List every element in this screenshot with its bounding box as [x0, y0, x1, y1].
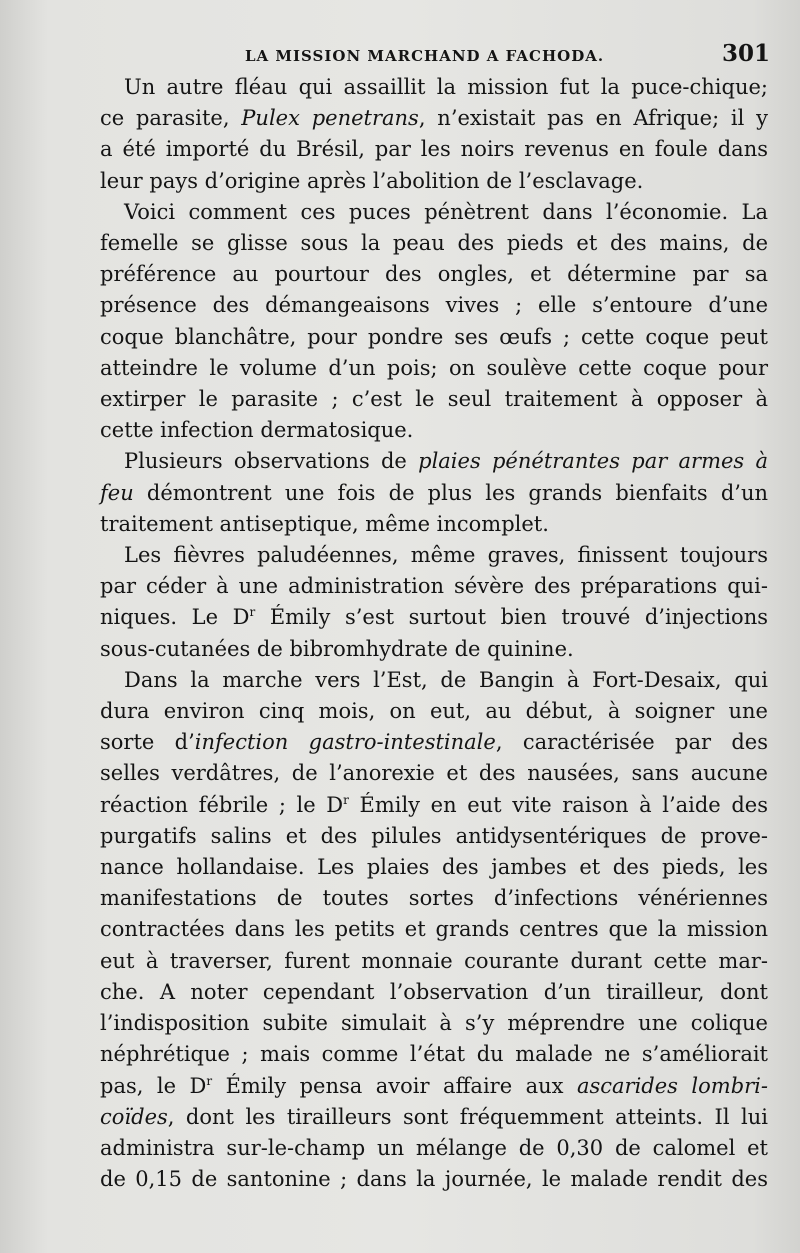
paragraph	[100, 72, 768, 197]
page-number: 301	[721, 40, 770, 67]
text-segment: par céder à une administration sévère des préparations qui-	[100, 574, 768, 599]
text-line	[100, 727, 768, 758]
page-header	[245, 40, 770, 67]
text-segment: leur pays d’origine après l’abolition de l’esclavage.	[100, 168, 644, 193]
text-segment: , n’existait pas en Afrique; il y	[418, 106, 768, 131]
text-segment: purgatifs salins et des pilules antidysentériques de prove-	[100, 823, 768, 848]
text-segment: che. A noter cependant l’observation d’un tirailleur, dont	[100, 979, 768, 1004]
text-line	[100, 384, 768, 415]
text-line	[100, 977, 768, 1008]
text-segment: Un autre fléau qui assaillit la mission fut la puce-chique;	[124, 75, 768, 99]
text-segment: démontrent une fois de plus les grands bienfaits d’un	[133, 480, 768, 505]
text-segment: pas, le D	[100, 1073, 207, 1098]
text-segment: Voici comment ces puces pénètrent dans l’économie. La	[124, 199, 768, 224]
italic-text: plaies pénétrantes par armes à	[418, 449, 768, 474]
paragraph	[100, 540, 768, 665]
text-line	[100, 1039, 768, 1070]
text-segment: , dont les tirailleurs sont fréquemment atteints. Il lui	[167, 1104, 768, 1129]
italic-text: coïdes	[100, 1104, 168, 1129]
text-segment: traitement antiseptique, même incomplet.	[100, 511, 549, 536]
superscript: r	[343, 792, 349, 807]
text-segment: femelle se glisse sous la peau des pieds et des mains, de	[100, 231, 768, 256]
text-segment: de 0,15 de santonine ; dans la journée, le malade rendit des	[100, 1167, 768, 1192]
text-segment: l’indisposition subite simulait à s’y méprendre une colique	[100, 1011, 768, 1036]
text-segment: extirper le parasite ; c’est le seul traitement à opposer à	[100, 387, 768, 412]
paragraph	[100, 197, 768, 447]
text-segment: contractées dans les petits et grands centres que la mission	[100, 917, 768, 942]
running-title: LA MISSION MARCHAND A FACHODA.	[245, 47, 605, 65]
superscript: r	[249, 605, 256, 620]
text-segment: Émily pensa avoir affaire aux	[212, 1073, 577, 1098]
text-line	[100, 1164, 768, 1195]
body-text	[100, 72, 768, 1195]
text-segment: a été importé du Brésil, par les noirs revenus en foule dans	[100, 137, 768, 162]
text-line	[100, 821, 768, 852]
text-line	[100, 1008, 768, 1039]
text-segment: sous-cutanées de bibromhydrate de quinine.	[100, 636, 574, 661]
text-segment: coque blanchâtre, pour pondre ses œufs ; cette coque peut	[100, 324, 768, 349]
italic-text: infection gastro-intestinale	[194, 730, 496, 755]
text-line	[100, 259, 768, 290]
italic-text: Pulex penetrans	[241, 106, 419, 131]
text-line	[100, 790, 768, 821]
paragraph	[100, 665, 768, 1195]
text-segment: cette infection dermatosique.	[100, 418, 414, 443]
text-segment: préférence au pourtour des ongles, et détermine par sa	[100, 262, 768, 287]
text-line	[100, 1102, 768, 1133]
text-line	[100, 571, 768, 602]
text-segment: ce parasite,	[100, 106, 242, 131]
text-line	[100, 914, 768, 945]
text-segment: , caractérisée par des	[495, 730, 768, 755]
text-segment: réaction fébrile ; le D	[100, 792, 344, 817]
text-line	[100, 353, 768, 384]
italic-text: feu	[100, 480, 134, 505]
text-line	[100, 1071, 768, 1102]
text-line	[100, 134, 768, 165]
text-line	[100, 446, 768, 477]
text-line	[100, 634, 768, 665]
text-segment: Les fièvres paludéennes, même graves, finissent toujours	[124, 543, 768, 568]
superscript: r	[206, 1073, 213, 1088]
text-segment: Plusieurs observations de	[124, 449, 419, 474]
text-segment: dura environ cinq mois, on eut, au début, à soigner une	[100, 699, 768, 724]
text-line	[100, 696, 768, 727]
text-segment: atteindre le volume d’un pois; on soulève cette coque pour	[100, 355, 768, 380]
text-segment: nance hollandaise. Les plaies des jambes et des pieds, les	[100, 855, 768, 880]
text-line	[100, 1133, 768, 1164]
text-segment: manifestations de toutes sortes d’infections vénériennes	[100, 886, 768, 911]
text-segment: eut à traverser, furent monnaie courante durant cette mar-	[100, 948, 768, 973]
paragraph	[100, 446, 768, 540]
text-line	[100, 322, 768, 353]
text-line	[100, 103, 768, 134]
text-segment: administra sur-le-champ un mélange de 0,30 de calomel et	[100, 1135, 768, 1160]
text-segment: Dans la marche vers l’Est, de Bangin à Fort-Desaix, qui	[124, 667, 768, 692]
text-line	[100, 852, 768, 883]
text-segment: Émily en eut vite raison à l’aide des	[348, 792, 768, 817]
text-line	[100, 166, 768, 197]
text-line	[100, 540, 768, 571]
text-line	[100, 509, 768, 540]
text-line	[100, 946, 768, 977]
text-line	[100, 758, 768, 789]
text-segment: sorte d’	[100, 730, 195, 755]
text-line	[100, 602, 768, 633]
text-line	[100, 197, 768, 228]
text-segment: Émily s’est surtout bien trouvé d’injections	[255, 605, 768, 630]
text-line	[100, 665, 768, 696]
text-segment: selles verdâtres, de l’anorexie et des nausées, sans aucune	[100, 761, 768, 786]
text-segment: néphrétique ; mais comme l’état du malade ne s’améliorait	[100, 1042, 768, 1067]
text-segment: présence des démangeaisons vives ; elle s’entoure d’une	[100, 293, 768, 318]
text-line	[100, 228, 768, 259]
text-line	[100, 290, 768, 321]
text-line	[100, 415, 768, 446]
text-line	[100, 72, 768, 103]
text-line	[100, 883, 768, 914]
text-line	[100, 478, 768, 509]
text-segment: niques. Le D	[100, 605, 250, 630]
italic-text: ascarides lombri-	[576, 1073, 768, 1098]
